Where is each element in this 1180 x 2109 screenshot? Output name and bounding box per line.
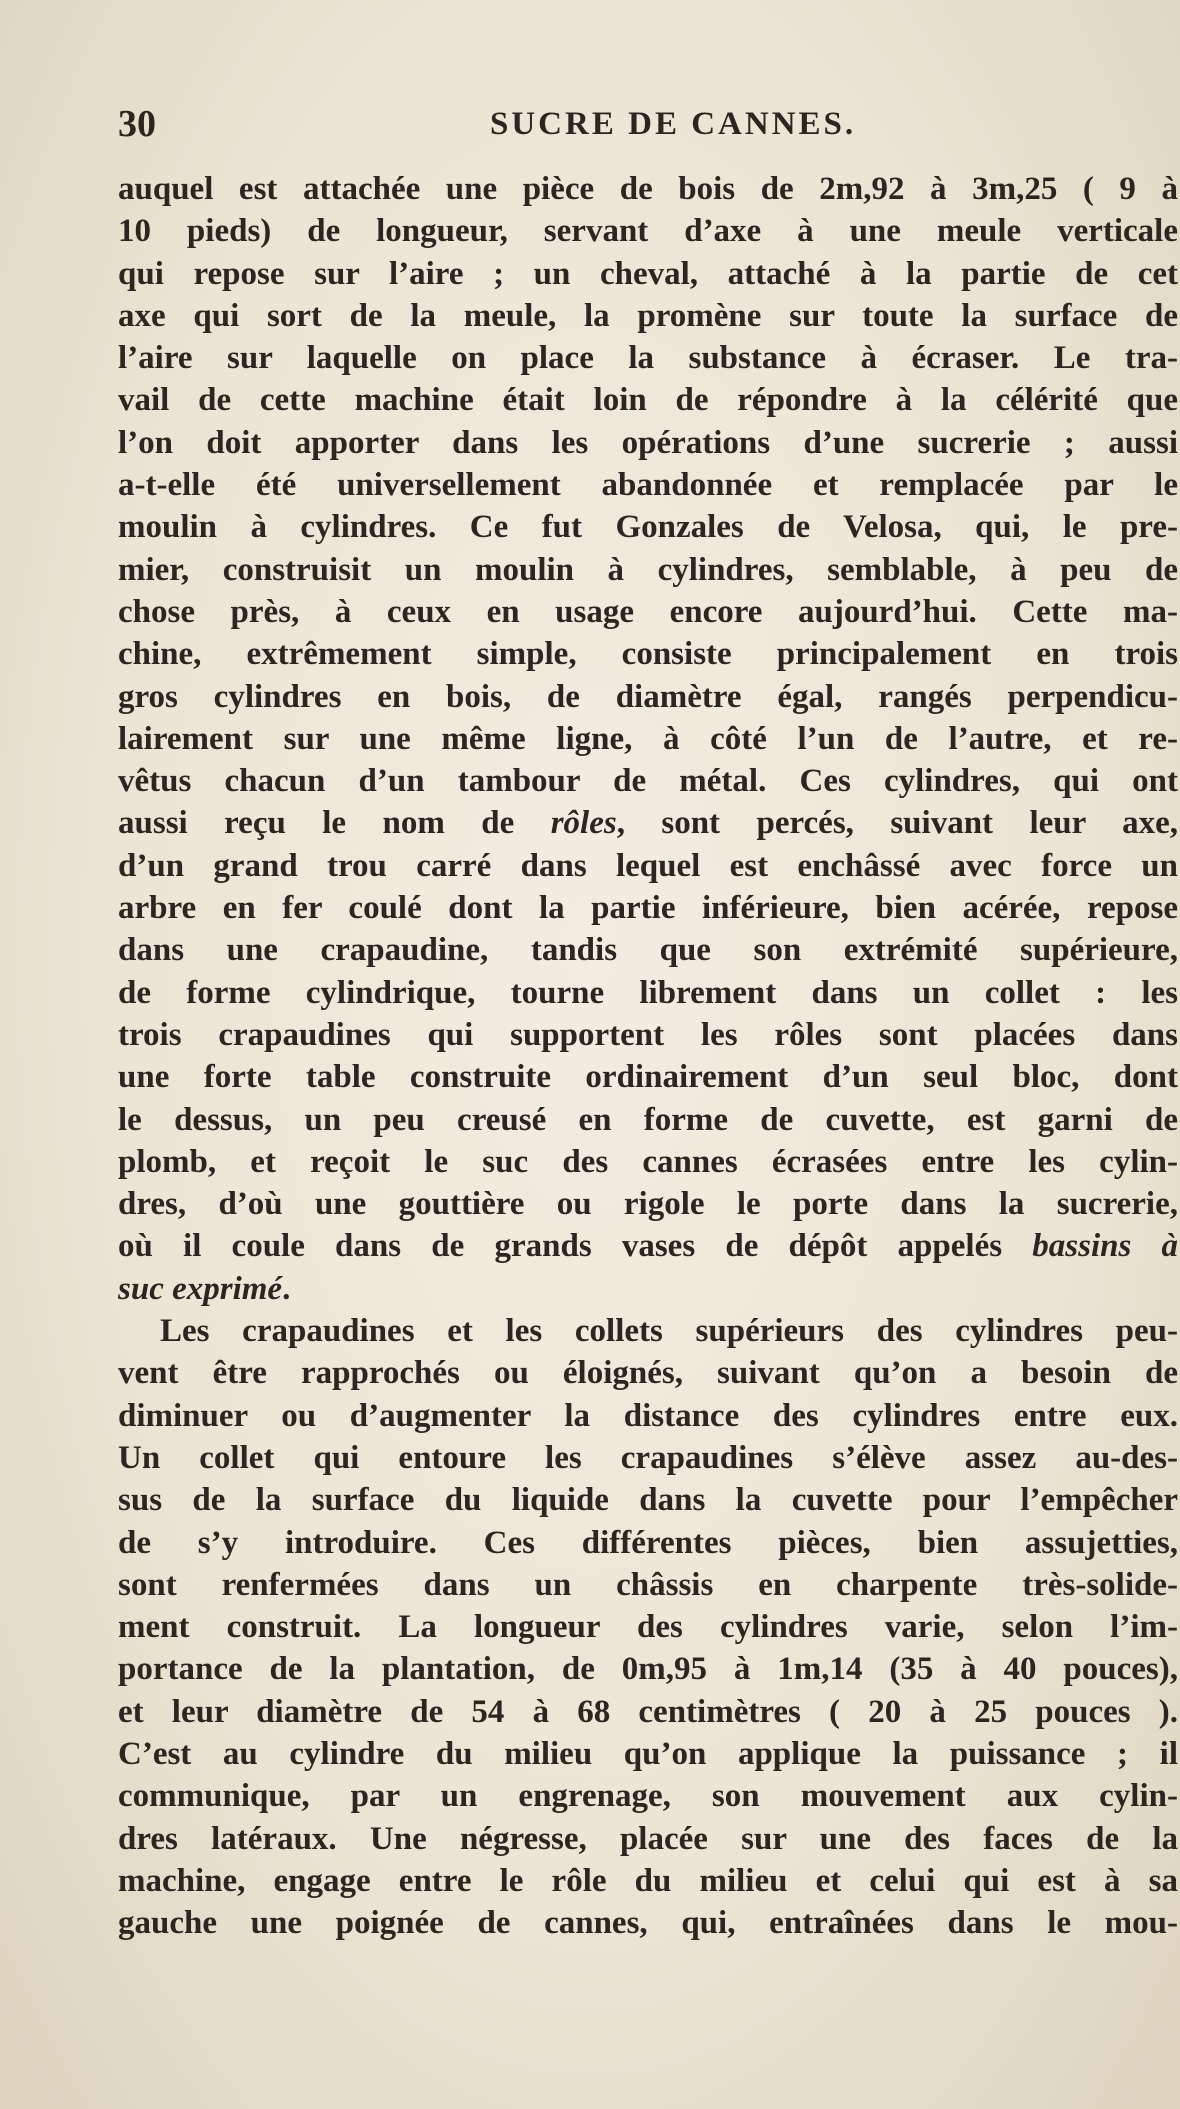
text-line: dres, d’où une gouttière ou rigole le porte dans la sucrerie, [118,1186,1178,1223]
text-line: le dessus, un peu creusé en forme de cuvette, est garni de [118,1101,1178,1138]
text-line: d’un grand trou carré dans lequel est enchâssé avec force un [118,847,1178,884]
text-line: vail de cette machine était loin de répondre à la célérité que [118,382,1178,419]
text-line: qui repose sur l’aire ; un cheval, attaché à la partie de cet [118,255,1178,292]
text-line: chose près, à ceux en usage encore aujourd’hui. Cette ma- [118,593,1178,630]
italic-term: suc exprimé [118,1270,283,1307]
text-line: communique, par un engrenage, son mouvement aux cylin- [118,1778,1178,1815]
text-line: plomb, et reçoit le suc des cannes écrasées entre les cylin- [118,1143,1178,1180]
text-line: sus de la surface du liquide dans la cuvette pour l’empêcher [118,1482,1178,1519]
text-line: machine, engage entre le rôle du milieu et celui qui est à sa [118,1862,1178,1899]
text-line: suc exprimé. [118,1270,291,1307]
text-line: ment construit. La longueur des cylindres varie, selon l’im- [118,1609,1178,1646]
text-line: où il coule dans de grands vases de dépôt appelés bassins à [118,1228,1178,1265]
text-line: de s’y introduire. Ces différentes pièces, bien assujetties, [118,1524,1178,1561]
text-line: l’aire sur laquelle on place la substance à écraser. Le tra- [118,340,1178,377]
italic-term: bassins à [1032,1228,1178,1265]
text-line: axe qui sort de la meule, la promène sur toute la surface de [118,297,1178,334]
text-line: mier, construisit un moulin à cylindres, semblable, à peu de [118,551,1178,588]
text-line: dans une crapaudine, tandis que son extrémité supérieure, [118,932,1178,969]
text-line: auquel est attachée une pièce de bois de 2m,92 à 3m,25 ( 9 à [118,171,1178,207]
text-line: vent être rapprochés ou éloignés, suivant qu’on a besoin de [118,1355,1178,1392]
text-line: gros cylindres en bois, de diamètre égal, rangés perpendicu- [118,678,1178,715]
italic-term: rôles [550,805,617,842]
text-line: dres latéraux. Une négresse, placée sur une des faces de la [118,1820,1178,1857]
text-line: moulin à cylindres. Ce fut Gonzales de Velosa, qui, le pre- [118,509,1178,546]
text-line: Un collet qui entoure les crapaudines s’élève assez au-des- [118,1439,1178,1476]
running-title: SUCRE DE CANNES. [490,106,857,142]
text-line: lairement sur une même ligne, à côté l’un de l’autre, et re- [118,720,1178,757]
text-line: sont renfermées dans un châssis en charpente très-solide- [118,1566,1178,1603]
text-line: trois crapaudines qui supportent les rôles sont placées dans [118,1016,1178,1053]
page-number: 30 [118,103,156,145]
text-line: l’on doit apporter dans les opérations d’une sucrerie ; aussi [118,424,1178,461]
text-line: une forte table construite ordinairement d’un seul bloc, dont [118,1059,1178,1096]
body-text [118,168,1178,1944]
text-line: 10 pieds) de longueur, servant d’axe à une meule verticale [118,213,1178,250]
text-line: C’est au cylindre du milieu qu’on applique la puissance ; il [118,1735,1178,1772]
text-line: gauche une poignée de cannes, qui, entraînées dans le mou- [118,1905,1178,1942]
page-header [118,102,1178,156]
text-line: a-t-elle été universellement abandonnée et remplacée par le [118,467,1178,504]
text-line: chine, extrêmement simple, consiste principalement en trois [118,636,1178,673]
text-line: portance de la plantation, de 0m,95 à 1m,14 (35 à 40 pouces), [118,1651,1178,1688]
text-line: diminuer ou d’augmenter la distance des cylindres entre eux. [118,1397,1178,1434]
text-line: aussi reçu le nom de rôles, sont percés, suivant leur axe, [118,805,1178,842]
text-line: Les crapaudines et les collets supérieurs des cylindres peu- [160,1313,1178,1350]
text-line: vêtus chacun d’un tambour de métal. Ces cylindres, qui ont [118,763,1178,800]
text-line: arbre en fer coulé dont la partie inférieure, bien acérée, repose [118,890,1178,927]
text-line: de forme cylindrique, tourne librement dans un collet : les [118,974,1178,1011]
text-line: et leur diamètre de 54 à 68 centimètres ( 20 à 25 pouces ). [118,1693,1178,1730]
